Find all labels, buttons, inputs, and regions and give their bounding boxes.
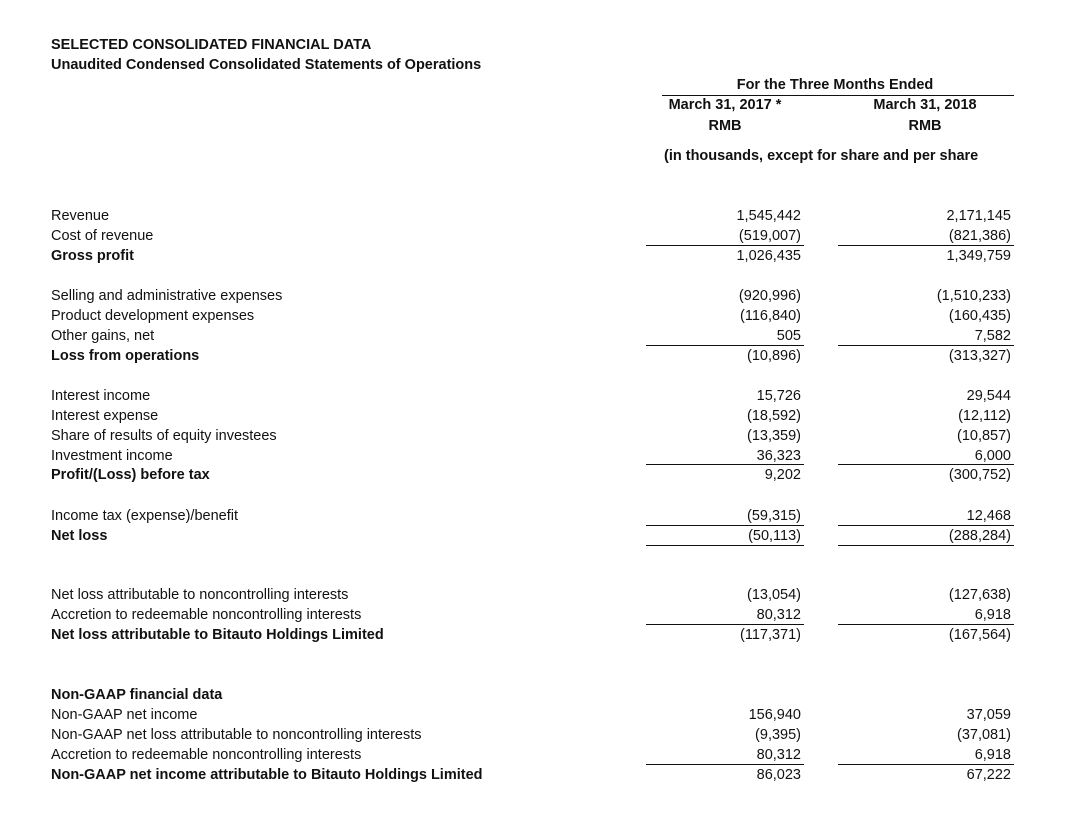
value-2018: (288,284) [948,528,1011,544]
table-row [0,446,1080,466]
value-2018: 6,000 [974,448,1011,464]
col1-currency-header: RMB [708,118,742,134]
table-row [0,465,1080,485]
col1-date-header: March 31, 2017 * [668,97,782,113]
value-2017: 9,202 [764,467,801,483]
total-rule [646,545,804,546]
row-label: Non-GAAP net income attributable to Bitauto Holdings Limited [51,767,483,783]
period-header-rule [662,95,1014,96]
row-label: Product development expenses [51,308,255,324]
row-label: Interest income [51,388,151,404]
table-row [0,506,1080,526]
value-2017: (59,315) [746,508,801,524]
row-label: Loss from operations [51,348,200,364]
period-header: For the Three Months Ended [736,77,934,93]
table-row [0,745,1080,765]
document-subtitle: Unaudited Condensed Consolidated Statements of Operations [51,57,482,73]
value-2017: 86,023 [756,767,801,783]
value-2017: (116,840) [740,308,801,324]
table-row [0,206,1080,226]
value-2018: 6,918 [974,747,1011,763]
value-2018: 7,582 [974,328,1011,344]
value-2018: 12,468 [966,508,1011,524]
table-row [0,326,1080,346]
table-row [0,346,1080,366]
non-gaap-heading: Non-GAAP financial data [51,687,223,703]
row-label: Income tax (expense)/benefit [51,508,238,524]
col2-currency-header: RMB [908,118,942,134]
value-2017: 80,312 [756,747,801,763]
units-note: (in thousands, except for share and per share [664,148,979,164]
value-2018: 29,544 [966,388,1011,404]
row-label: Non-GAAP net loss attributable to noncontrolling interests [51,727,422,743]
value-2017: 505 [776,328,801,344]
col2-date-header: March 31, 2018 [873,97,977,113]
row-label: Revenue [51,208,110,224]
value-2017: 1,026,435 [736,248,801,264]
table-row [0,765,1080,785]
table-row [0,526,1080,546]
value-2017: (13,054) [746,587,801,603]
value-2018: (12,112) [958,408,1011,424]
value-2017: 15,726 [756,388,801,404]
value-2018: 1,349,759 [946,248,1011,264]
value-2017: (9,395) [755,727,801,743]
document-title: SELECTED CONSOLIDATED FINANCIAL DATA [51,37,372,53]
table-row [0,406,1080,426]
table-row [0,625,1080,645]
value-2018: (160,435) [948,308,1011,324]
row-label: Selling and administrative expenses [51,288,283,304]
value-2018: (10,857) [956,428,1011,444]
value-2017: 1,545,442 [736,208,801,224]
table-row [0,226,1080,246]
value-2018: (821,386) [948,228,1011,244]
row-label: Non-GAAP net income [51,707,198,723]
value-2017: 80,312 [756,607,801,623]
value-2018: (37,081) [956,727,1011,743]
value-2018: 67,222 [966,767,1011,783]
row-label: Cost of revenue [51,228,154,244]
row-label: Net loss [51,528,108,544]
value-2017: 156,940 [748,707,801,723]
table-row [0,246,1080,266]
table-row [0,306,1080,326]
value-2017: 36,323 [756,448,801,464]
value-2017: (920,996) [738,288,801,304]
value-2018: 37,059 [966,707,1011,723]
table-row [0,386,1080,406]
value-2018: (313,327) [948,348,1011,364]
value-2018: (1,510,233) [936,288,1011,304]
row-label: Net loss attributable to Bitauto Holdings Limited [51,627,384,643]
value-2017: (18,592) [746,408,801,424]
value-2017: (13,359) [746,428,801,444]
row-label: Investment income [51,448,173,464]
value-2017: (117,371) [740,627,801,643]
row-label: Share of results of equity investees [51,428,277,444]
row-label: Interest expense [51,408,159,424]
row-label: Profit/(Loss) before tax [51,467,210,483]
total-rule [838,545,1014,546]
row-label: Other gains, net [51,328,155,344]
value-2017: (50,113) [748,528,801,544]
row-label: Net loss attributable to noncontrolling interests [51,587,349,603]
value-2018: 6,918 [974,607,1011,623]
table-row [0,705,1080,725]
value-2017: (519,007) [738,228,801,244]
value-2017: (10,896) [746,348,801,364]
table-row [0,426,1080,446]
table-row [0,585,1080,605]
row-label: Gross profit [51,248,134,264]
table-row [0,725,1080,745]
value-2018: (167,564) [948,627,1011,643]
value-2018: (127,638) [948,587,1011,603]
table-row [0,605,1080,625]
table-row [0,286,1080,306]
value-2018: (300,752) [948,467,1011,483]
row-label: Accretion to redeemable noncontrolling interests [51,747,362,763]
value-2018: 2,171,145 [946,208,1011,224]
row-label: Accretion to redeemable noncontrolling interests [51,607,362,623]
